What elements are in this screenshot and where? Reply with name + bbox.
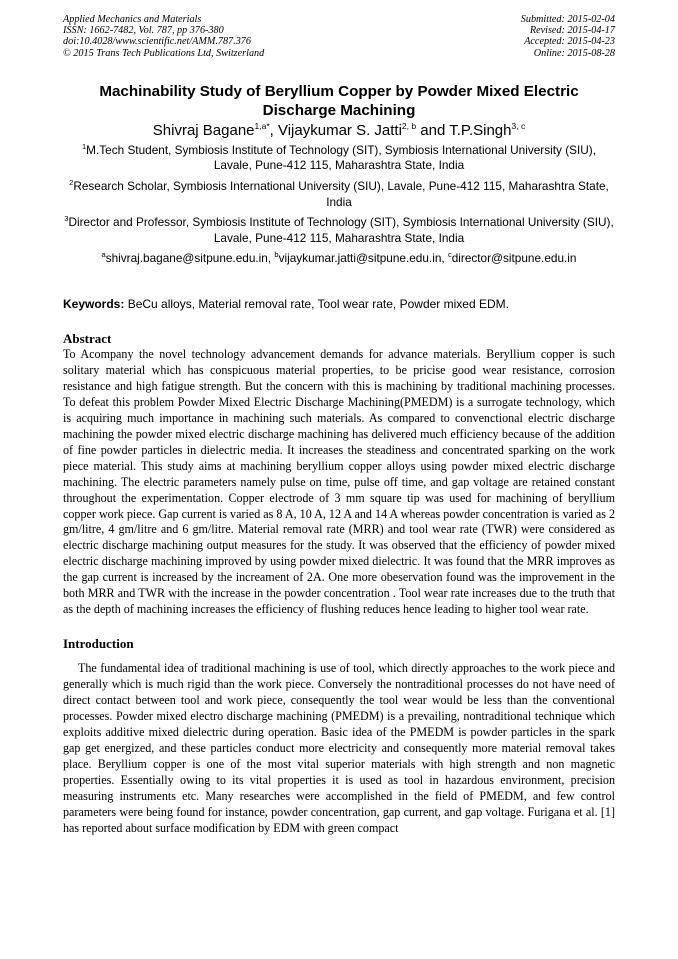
introduction-heading: Introduction (63, 636, 134, 652)
author-emails: $^a$shivraj.bagane@sitpune.edu.in, $^b$vijaykumar.jatti@sitpune.edu.in, $^c$director@sitpune.edu.in (101, 250, 577, 266)
date-accepted: Accepted: 2015-04-23 (524, 36, 615, 48)
author-2: Vijaykumar S. Jatti (277, 121, 402, 139)
journal-issn: ISSN: 1662-7482, Vol. 787, pp 376-380 (63, 25, 224, 37)
keywords-text: BeCu alloys, Material removal rate, Tool wear rate, Powder mixed EDM. (127, 296, 509, 311)
journal-header (63, 14, 615, 59)
journal-info (63, 14, 264, 59)
author-3: T.P.Singh (449, 121, 512, 139)
email-a[interactable]: shivraj.bagane@sitpune.edu.in, (105, 251, 272, 266)
abstract-heading: Abstract (63, 330, 112, 346)
email-b[interactable]: vijaykumar.jatti@sitpune.edu.in, (278, 251, 445, 266)
journal-copyright: © 2015 Trans Tech Publications Ltd, Switzerland (63, 47, 265, 59)
journal-name: Applied Mechanics and Materials (63, 14, 202, 25)
date-submitted: Submitted: 2015-02-04 (520, 14, 615, 25)
author-3-affil: 3, c (511, 120, 526, 131)
paper-page (63, 14, 615, 837)
affiliation-1: $^1$M.Tech Student, Symbiosis Institute of Technology (SIT), Symbiosis International University (SIU), Lavale, Pune-412 115, Maharashtra State, India (81, 141, 597, 173)
author-1-affil: 1,a* (254, 120, 270, 131)
paper-title: Machinability Study of Beryllium Copper by Powder Mixed Electric Discharge Machining (99, 82, 579, 119)
keywords (63, 297, 615, 312)
affiliation-2: $^2$Research Scholar, Symbiosis International University (SIU), Lavale, Pune-412 115, Maharashtra State, India (69, 178, 609, 209)
author-2-affil: 2, b (401, 120, 417, 131)
journal-doi: doi:10.4028/www.scientific.net/AMM.787.376 (63, 36, 251, 48)
email-c[interactable]: director@sitpune.edu.in (451, 251, 577, 266)
affiliation-3: $^3$Director and Professor, Symbiosis Institute of Technology (SIT), Symbiosis International University (SIU), Lavale, Pune-412 115, Maharashtra State, India (64, 214, 614, 245)
author-list: Shivraj Bagane$^{1,a*}$, Vijaykumar S. Jatti$^{2, b}$ and T.P.Singh$^{3, c}$ (152, 120, 526, 139)
date-revised: Revised: 2015-04-17 (529, 25, 615, 37)
date-online: Online: 2015-08-28 (533, 47, 615, 59)
keywords-label: Keywords: (63, 296, 125, 311)
introduction-text: The fundamental idea of traditional machining is use of tool, which directly approaches to the work piece and generally which is much rigid than the work piece. Conversely the nontraditional processes do not have need of direct contact between tool and work piece, consequently the tool wear would be less than the conventional processes. Powder mixed electro discharge machining (PMEDM) is a prevailing, nontraditional technique which exploits additive mixed dielectric during operation. Basic idea of the PMEDM is powder particles in the spark gap get energized, and these particles conduct more electricity and consequently more material removal takes place. Beryllium copper is one of the most vital superior materials with high strength and non magnetic properties. Essentially owing to its vital properties it is used as tool in hazardous environment, precision measuring instruments etc. Many researches were accomplished in the field of PMEDM, and few control parameters were being found for instance, powder concentration, gap current, and gap voltage. Furigana et al. [1] has reported about surface modification by EDM with green compact (63, 661, 615, 835)
abstract-text: To Acompany the novel technology advancement demands for advance materials. Beryllium copper is such solitary material which has conspicuous material properties, to be pricise good wear resistance, corrosion resistance and high fatigue strength. But the concern with this is machining by traditional machining processes. To defeat this problem Powder Mixed Electric Discharge Machining(PMEDM) is a surrogate technology, which is acquiring much importance in machining such materials. As compared to convenctional electric discharge machining the powder mixed electric discharge machining has delivered much efficiency because of the addition of fine powder particles in dielectric media. It increases the steadiness and concentrated sparking on the work piece material. This study aims at machining beryllium copper alloys using powder mixed electric discharge machining. The electric parameters namely pulse on time, pulse off time, and gap voltage are retained constant throughout the experimentation. Copper electrode of 3 mm square tip was used for machining of beryllium copper work piece. Gap current is varied as 8 A, 10 A, 12 A and 14 A whereas powder concentration is varied as 2 gm/litre, 4 gm/litre and 6 gm/litre. Material removal rate (MRR) and tool wear rate (TWR) were considered as electric discharge machining output measures for the study. It was observed that the efficiency of powder mixed electric discharge machining improved by using powder mixed dielectric. It was found that the MRR improves as the gap current is increased by the increament of 2A. One more obeservation found was the improvement in the both MRR and TWR with the increase in the powder concentration . Tool wear rate increases due to the truth that as the depth of machining increases the efficiency of flushing reduces hence leading to higher tool wear rate. (63, 346, 615, 617)
submission-dates (521, 14, 615, 59)
author-1: Shivraj Bagane (152, 121, 255, 139)
